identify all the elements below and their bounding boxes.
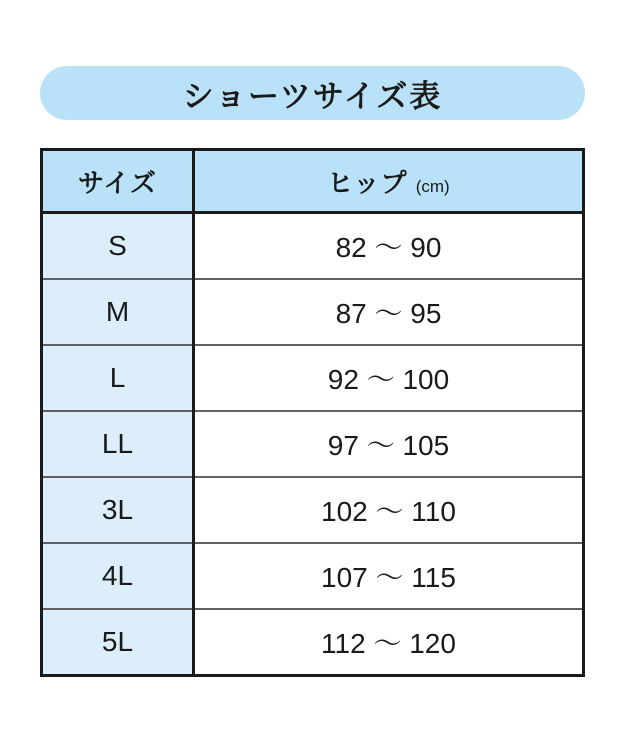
size-table-body xyxy=(42,213,584,676)
table-row xyxy=(42,477,584,543)
table-row xyxy=(42,279,584,345)
header-size xyxy=(42,150,194,213)
header-size-label: サイズ xyxy=(78,167,157,198)
size-cell: 4L xyxy=(42,543,194,609)
size-cell: LL xyxy=(42,411,194,477)
header-hip-unit: (cm) xyxy=(415,176,450,196)
chart-title-banner xyxy=(40,66,585,120)
size-table-header xyxy=(42,150,584,213)
table-row xyxy=(42,609,584,676)
size-cell: 5L xyxy=(42,609,194,676)
hip-range-cell: 92 〜 100 xyxy=(194,345,584,411)
header-hip xyxy=(194,150,584,213)
chart-title: ショーツサイズ表 xyxy=(182,78,443,114)
size-cell: S xyxy=(42,213,194,280)
hip-range-cell: 82 〜 90 xyxy=(194,213,584,280)
table-row xyxy=(42,345,584,411)
table-row xyxy=(42,543,584,609)
size-cell: L xyxy=(42,345,194,411)
size-cell: 3L xyxy=(42,477,194,543)
hip-range-cell: 87 〜 95 xyxy=(194,279,584,345)
hip-range-cell: 107 〜 115 xyxy=(194,543,584,609)
hip-range-cell: 112 〜 120 xyxy=(194,609,584,676)
header-hip-label: ヒップ xyxy=(327,167,408,198)
hip-range-cell: 97 〜 105 xyxy=(194,411,584,477)
table-row xyxy=(42,411,584,477)
header-row xyxy=(42,150,584,213)
hip-range-cell: 102 〜 110 xyxy=(194,477,584,543)
size-cell: M xyxy=(42,279,194,345)
table-row xyxy=(42,213,584,280)
size-table xyxy=(40,148,585,677)
